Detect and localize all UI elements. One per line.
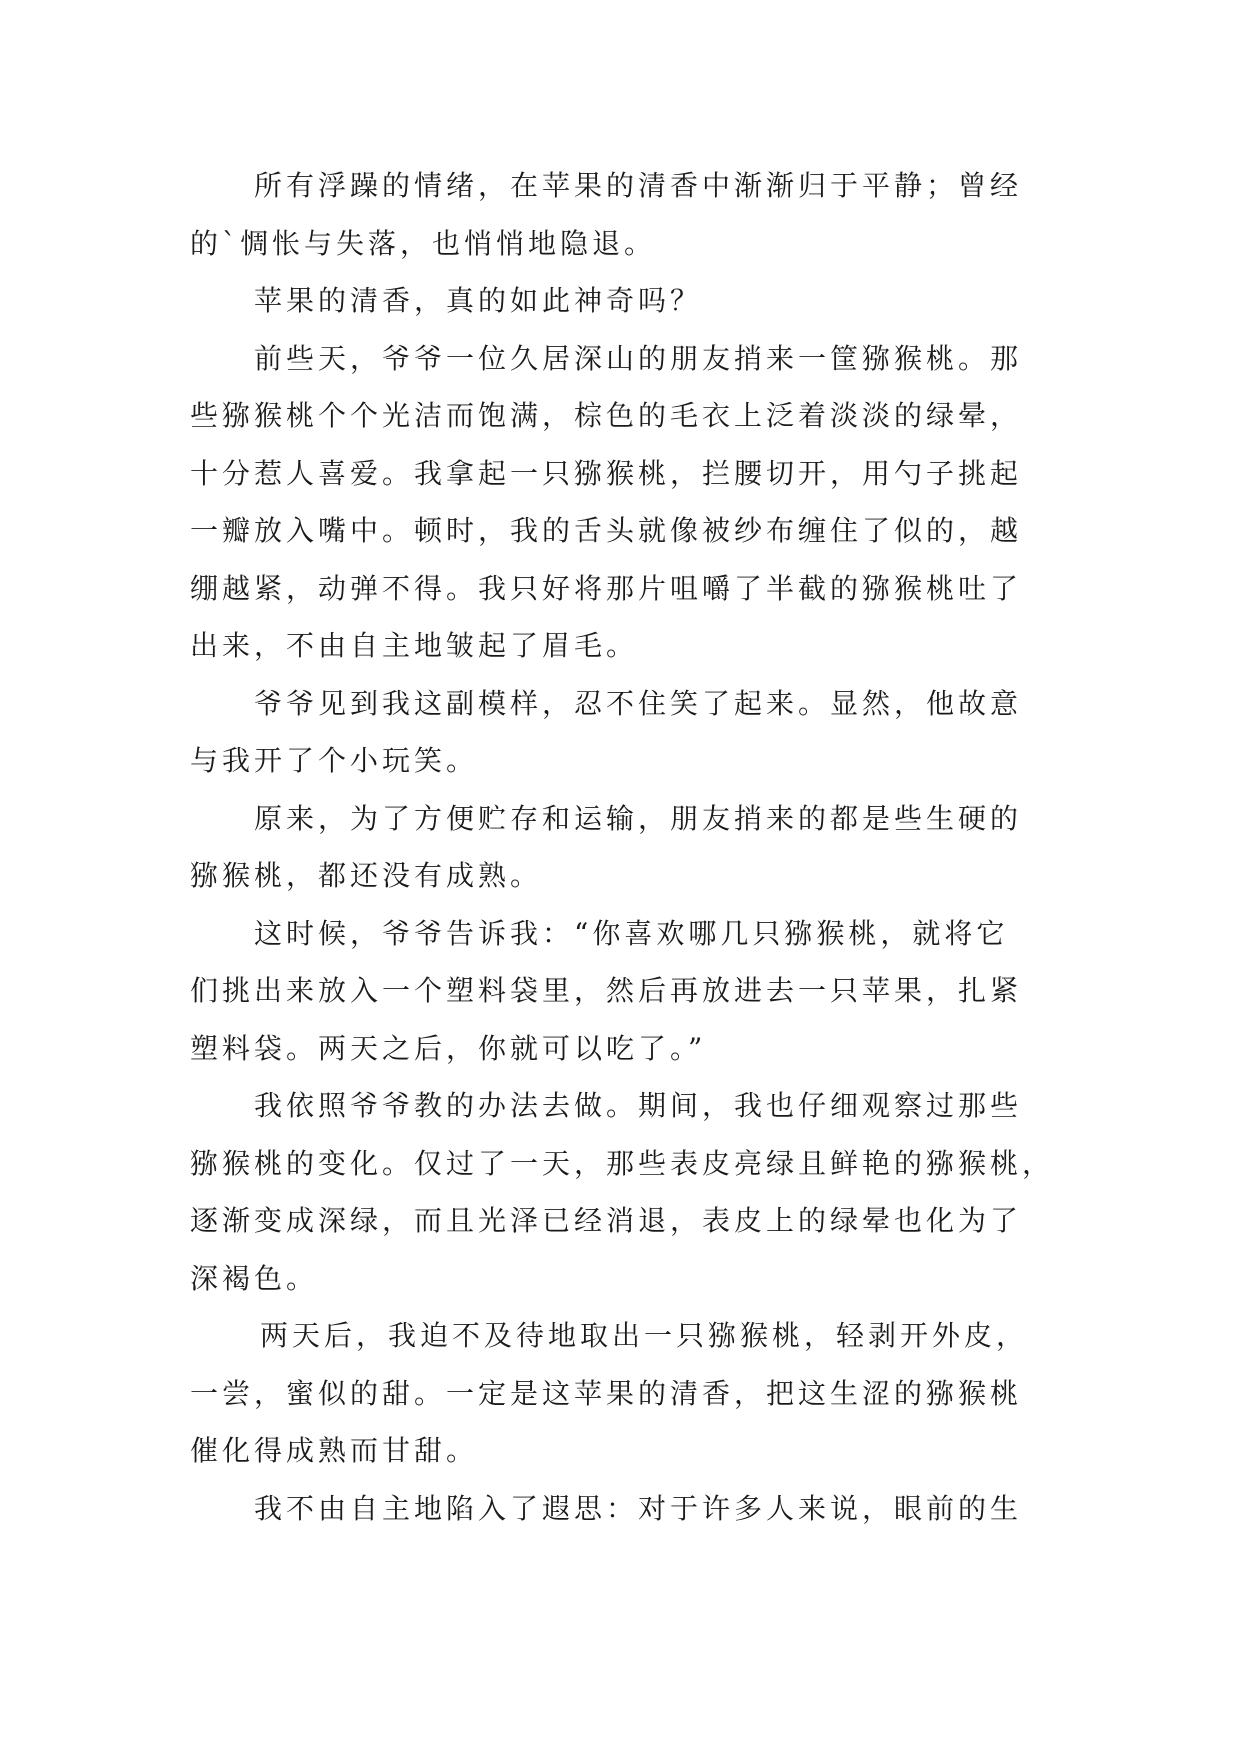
text-line: 催化得成熟而甘甜。: [190, 1434, 479, 1467]
document-body: [190, 157, 1055, 1537]
text-line: 前些天，爷爷一位久居深山的朋友捎来一筐猕猴桃。那: [254, 341, 1023, 375]
text-line: 们挑出来放入一个塑料袋里，然后再放进去一只苹果，扎紧: [190, 974, 1023, 1007]
text-line: 深褐色。: [190, 1261, 319, 1295]
text-line: 逐渐变成深绿，而且光泽已经消退，表皮上的绿晕也化为了: [190, 1204, 1023, 1237]
text-line: 两天后，我迫不及待地取出一只猕猴桃，轻剥开外皮，: [260, 1319, 1029, 1352]
text-line: 猕猴桃的变化。仅过了一天，那些表皮亮绿且鲜艳的猕猴桃，: [190, 1146, 1055, 1180]
text-line: 原来，为了方便贮存和运输，朋友捎来的都是些生硬的: [254, 801, 1023, 835]
text-line: 十分惹人喜爱。我拿起一只猕猴桃，拦腰切开，用勺子挑起: [190, 456, 1023, 490]
text-line: 我依照爷爷教的办法去做。期间，我也仔细观察过那些: [254, 1089, 1023, 1122]
text-line: 猕猴桃，都还没有成熟。: [190, 859, 543, 892]
text-line: 与我开了个小玩笑。: [190, 744, 479, 777]
text-line: 塑料袋。两天之后，你就可以吃了。”: [190, 1031, 707, 1065]
text-line: 出来，不由自主地皱起了眉毛。: [190, 629, 639, 662]
text-line: 爷爷见到我这副模样，忍不住笑了起来。显然，他故意: [254, 686, 1023, 720]
text-line: 绷越紧，动弹不得。我只好将那片咀嚼了半截的猕猴桃吐了: [190, 571, 1023, 605]
text-line: 苹果的清香，真的如此神奇吗？: [254, 284, 703, 317]
text-line: 些猕猴桃个个光洁而饱满，棕色的毛衣上泛着淡淡的绿晕，: [190, 399, 1023, 432]
text-line: 一瓣放入嘴中。顿时，我的舌头就像被纱布缠住了似的，越: [190, 514, 1023, 547]
text-line: 一尝，蜜似的甜。一定是这苹果的清香，把这生涩的猕猴桃: [190, 1376, 1023, 1410]
text-line: 我不由自主地陷入了遐思：对于许多人来说，眼前的生: [254, 1491, 1023, 1525]
text-line: 的`惆怅与失落，也悄悄地隐退。: [190, 226, 657, 260]
text-line: 这时候，爷爷告诉我：“你喜欢哪几只猕猴桃，就将它: [254, 916, 1009, 950]
text-line: 所有浮躁的情绪，在苹果的清香中渐渐归于平静；曾经: [254, 169, 1023, 202]
